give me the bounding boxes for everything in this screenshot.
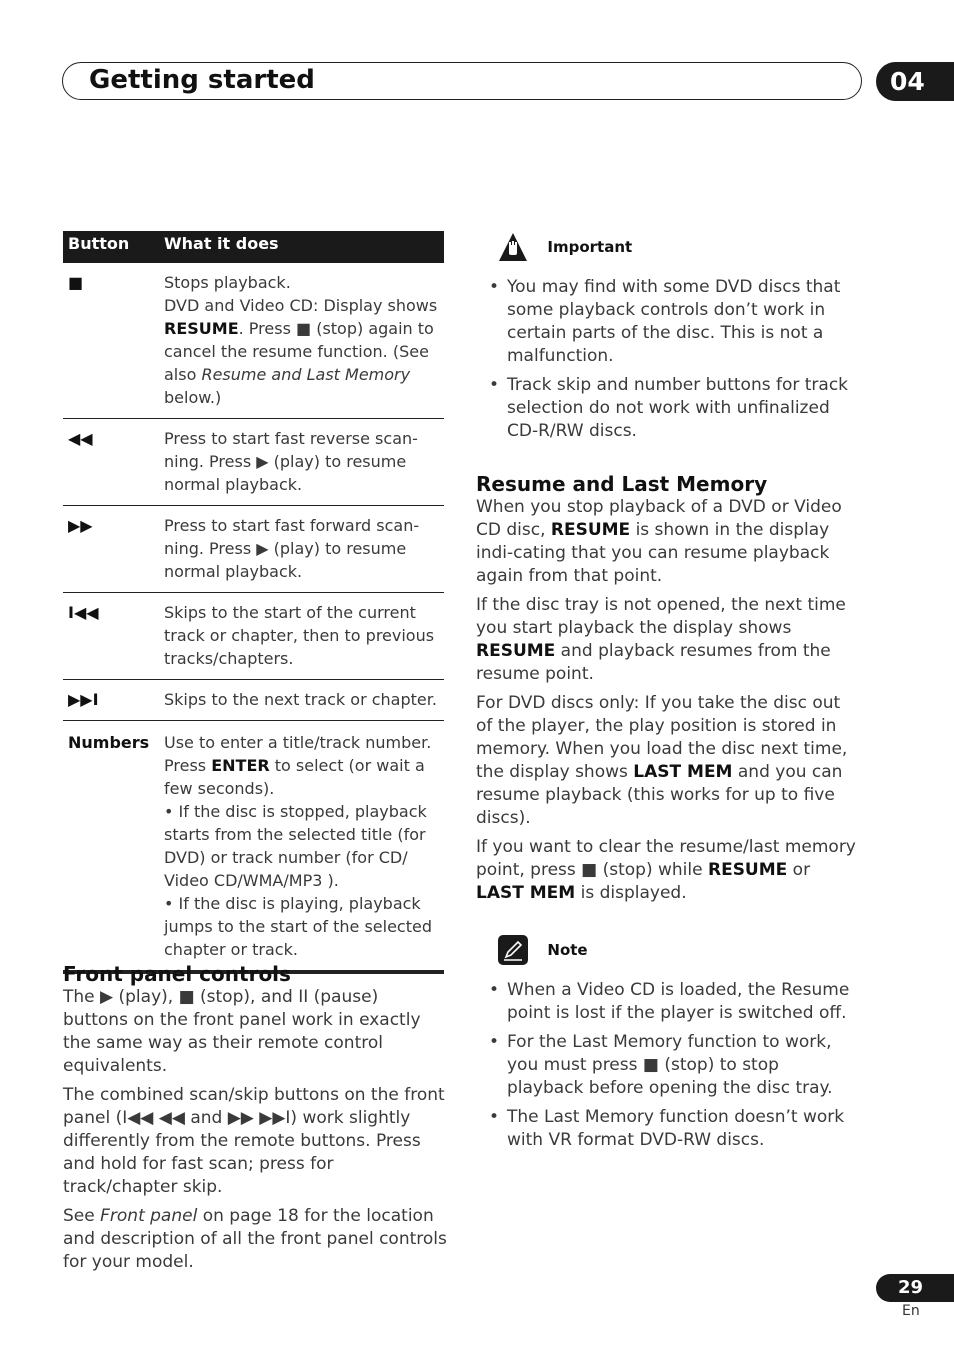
warning-hand-icon bbox=[498, 232, 528, 262]
front-panel-heading: Front panel controls bbox=[63, 962, 291, 986]
button-symbol: ◀◀ bbox=[68, 429, 93, 448]
note-label: Note bbox=[547, 940, 588, 959]
button-description: Press to start fast reverse scan-ning. Press ▶ (play) to resume normal playback. bbox=[164, 429, 418, 494]
button-description: Press to start fast forward scan-ning. Press ▶ (play) to resume normal playback. bbox=[164, 516, 420, 581]
table-row bbox=[63, 506, 444, 593]
button-symbol: ■ bbox=[68, 273, 84, 292]
important-list bbox=[476, 276, 860, 443]
front-panel-paragraph: The combined scan/skip buttons on the front panel (I◀◀ ◀◀ and ▶▶ ▶▶I) work slightly differently from the remote buttons. Press and hold for fast scan; press for track/chapter skip. bbox=[63, 1085, 445, 1197]
button-description: Stops playback. DVD and Video CD: Display shows RESUME. Press ■ (stop) again to cancel the resume function. (See also Resume and Last Memory below.) bbox=[164, 273, 438, 407]
button-symbol: ▶▶I bbox=[68, 690, 99, 709]
table-row bbox=[63, 263, 444, 419]
front-panel-section bbox=[63, 963, 448, 1280]
note-item: • For the Last Memory function to work, you must press ■ (stop) to stop playback before opening the disc tray. bbox=[476, 1031, 860, 1100]
button-symbol: Numbers bbox=[68, 733, 150, 752]
button-symbol: I◀◀ bbox=[68, 603, 99, 622]
table-row bbox=[63, 721, 444, 970]
right-column bbox=[476, 232, 860, 1158]
resume-paragraph: If you want to clear the resume/last memory point, press ■ (stop) while RESUME or LAST MEM is displayed. bbox=[476, 837, 856, 903]
note-pencil-icon bbox=[498, 935, 528, 965]
chapter-header-bar bbox=[62, 62, 862, 100]
note-list bbox=[476, 979, 860, 1152]
important-item: • You may find with some DVD discs that some playback controls don’t work in certain parts of the disc. This is not a malfunction. bbox=[476, 276, 860, 368]
button-description: Skips to the start of the current track or chapter, then to previous tracks/chapters. bbox=[164, 603, 435, 668]
button-symbol: ▶▶ bbox=[68, 516, 93, 535]
note-item: • When a Video CD is loaded, the Resume point is lost if the player is switched off. bbox=[476, 979, 860, 1025]
front-panel-paragraph: The ▶ (play), ■ (stop), and II (pause) buttons on the front panel work in exactly the same way as their remote control equivalents. bbox=[63, 987, 421, 1076]
note-box bbox=[498, 935, 860, 965]
chapter-number: 04 bbox=[876, 62, 954, 101]
page-number: 29 bbox=[876, 1274, 954, 1302]
table-row bbox=[63, 680, 444, 721]
front-panel-paragraph: See Front panel on page 18 for the location and description of all the front panel controls for your model. bbox=[63, 1206, 447, 1272]
col-header-what: What it does bbox=[164, 234, 279, 253]
resume-paragraph: When you stop playback of a DVD or Video CD disc, RESUME is shown in the display indi-cating that you can resume playback again from that point. bbox=[476, 497, 842, 586]
button-function-table bbox=[63, 231, 444, 974]
resume-paragraph: If the disc tray is not opened, the next time you start playback the display shows RESUME and playback resumes from the resume point. bbox=[476, 595, 846, 684]
button-description: Use to enter a title/track number. Press ENTER to select (or wait a few seconds). • If the disc is stopped, playback starts from the selected title (for DVD) or track number (for CD/ Video CD/WMA/MP3 ). • If the disc is playing, playback jumps to the start of the selected chapter or track. bbox=[164, 733, 432, 959]
important-box bbox=[498, 232, 860, 262]
table-row bbox=[63, 419, 444, 506]
important-item: • Track skip and number buttons for track selection do not work with unfinalized CD-R/RW discs. bbox=[476, 374, 860, 443]
page-title: Getting started bbox=[89, 65, 315, 95]
table-row bbox=[63, 593, 444, 680]
note-item: • The Last Memory function doesn’t work with VR format DVD-RW discs. bbox=[476, 1106, 860, 1152]
resume-paragraph: For DVD discs only: If you take the disc out of the player, the play position is stored in memory. When you load the disc next time, the display shows LAST MEM and you can resume playback (this works for up to five discs). bbox=[476, 693, 848, 828]
resume-heading: Resume and Last Memory bbox=[476, 472, 768, 496]
language-code: En bbox=[902, 1303, 920, 1319]
table-header bbox=[63, 231, 444, 263]
col-header-button: Button bbox=[68, 234, 130, 253]
button-description: Skips to the next track or chapter. bbox=[164, 690, 437, 709]
important-label: Important bbox=[547, 237, 633, 256]
